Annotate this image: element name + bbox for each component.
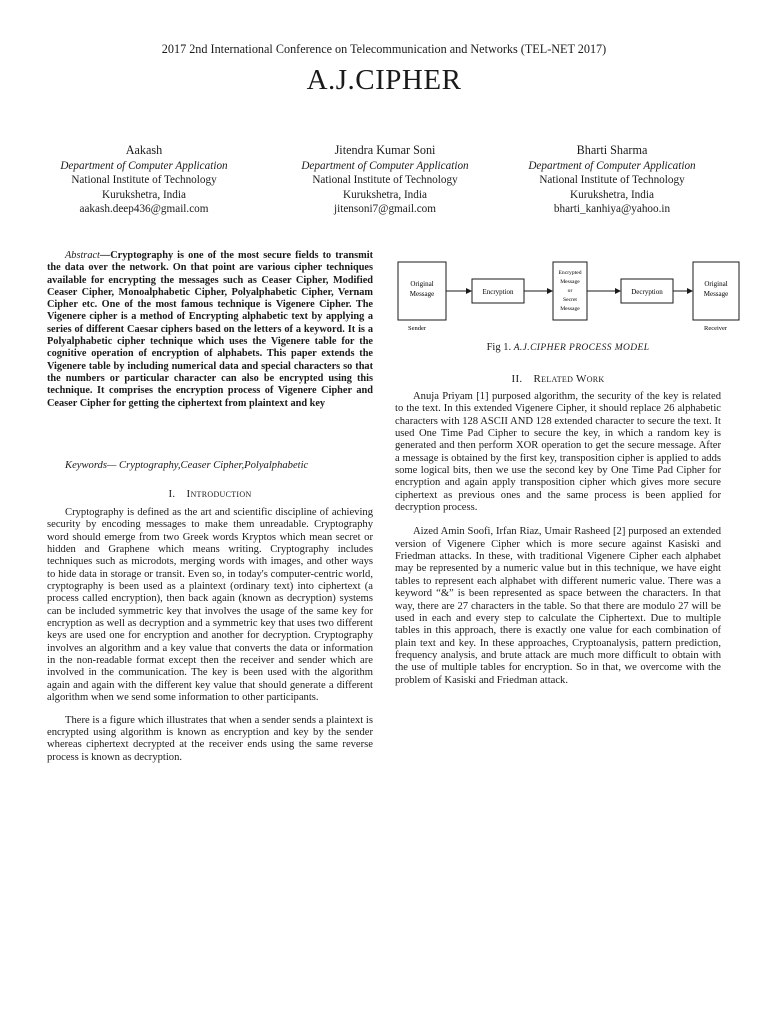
introduction-heading [47,488,373,500]
author-location: Kurukshetra, India [570,188,654,201]
box-label: Message [703,290,729,298]
box-label: Original [410,280,434,288]
box-label: Encryption [482,288,514,296]
figure-caption-prefix: Fig 1. [486,342,512,353]
process-model-figure [396,256,742,334]
author-block-2 [260,143,510,217]
figure-caption-text: A.J.CIPHER PROCESS MODEL [513,343,650,353]
box-label: Encrypted [558,270,582,276]
sender-label: Sender [408,325,427,332]
author-email: aakash.deep436@gmail.com [79,203,209,216]
abstract [47,250,373,410]
box-label: or [567,288,573,294]
author-institute: National Institute of Technology [71,174,217,187]
introduction-body [47,507,373,764]
receiver-label: Receiver [704,325,728,332]
abstract-label: Abstract [65,250,100,261]
author-email: jitensoni7@gmail.com [334,203,436,216]
box-label: Message [409,290,435,298]
author-location: Kurukshetra, India [102,188,186,201]
box-label: Secret [563,297,577,303]
introduction-heading-number: I. [168,488,176,500]
abstract-dash: — [99,250,111,261]
box-label: Decryption [631,288,663,296]
paper-title: A.J.CIPHER [306,64,462,96]
author-department: Department of Computer Application [528,159,696,172]
author-department: Department of Computer Application [301,159,469,172]
related-work-heading-number: II. [511,373,523,385]
keywords [47,460,373,472]
author-block-3 [487,143,737,217]
author-institute: National Institute of Technology [539,174,685,187]
related-work-heading [395,373,721,385]
author-location: Kurukshetra, India [343,188,427,201]
related-work-heading-text: Related Work [533,373,605,385]
author-institute: National Institute of Technology [312,174,458,187]
paragraph: Aized Amin Soofi, Irfan Riaz, Umair Rasheed [2] purposed an extended version of Vigenere Cipher which is more secure against Kasiski and Friedman attacks. In these, with traditional Vigenere Cipher each alphabet may be represented by a numeric value but in this technique, we have eight tables to represent each alphabet with different numeric value. There was a keyword “&” is been represented as space between the characters. In that way, there are 27 characters in the table. So that there are modulo 27 will be used in each and every step to calculate the Ciphertext. Due to multiple tables in this approach, there is exactly one value for each combination of plain text and key. In these approaches, Cryptoanalysis, pattern prediction, frequency analysis, and brute attack are much more difficult to obtain with the use of multiple tables for encryption. So in that, we overcome with the problem of Kasiski and Friedman attack. [395,526,721,686]
keywords-text: Keywords— Cryptography,Ceaser Cipher,Polyalphabetic [65,460,309,471]
conference-header: 2017 2nd International Conference on Telecommunication and Networks (TEL-NET 2017) [161,42,607,56]
figure-caption [395,342,741,353]
abstract-text: Cryptography is one of the most secure fields to transmit the data over the network. On that point are various cipher techniques available for encrypting the messages such as Ceaser Cipher, Modified Ceaser Cipher, Monoalphabetic Cipher, Polyalphabetic Cipher, Vernam Cipher etc. One of the most famous technique is Vigenere Cipher. The Vigenere cipher is a method of Encrypting alphabetic text by applying a series of different Caesar ciphers based on the letters of a keyword. It is a Polyalphabetic cipher technique which uses the Vigenere table for the cognitive operation of encryption of alphabets. This paper extends the Vigenere table by including numerical data and special characters so that the numbers or particular character can also be encrypted using this technique. It comprises the encryption process of Vigenere Cipher and Ceaser Cipher for getting the ciphertext from plaintext and key [47,250,373,409]
author-email: bharti_kanhiya@yahoo.in [553,203,671,216]
paragraph: Anuja Priyam [1] purposed algorithm, the security of the key is related to the text. In this extended Vigenere Cipher, it should replace 26 alphabetic characters with 128 ASCII AND 128 extended character to secure the text. It used One Time Pad Cipher to secure the key, in which a random key is generated and then perform XOR operation to get the secure message. After a message is obtained by the first key, transposition cipher is applied to adds some logical bits, then we use the second key by One Time Pad Cipher for encryption and again apply transposition cipher which gives more secure ciphertext as previous ones and the same process is been applied for decryption process. [395,391,721,514]
introduction-heading-text: Introduction [186,488,252,500]
box-label: Original [704,280,728,288]
author-name: Bharti Sharma [576,143,648,157]
related-work-body [395,391,721,687]
author-name: Jitendra Kumar Soni [334,143,436,157]
box-label: Message [560,279,580,285]
paragraph: There is a figure which illustrates that when a sender sends a plaintext is encrypted using algorithm is known as encryption and key by the sender whereas ciphertext decrypted at the receiver ends using the same reverse process is known as decryption. [47,714,373,763]
author-name: Aakash [125,143,163,157]
box-label: Message [560,306,580,312]
paragraph: Cryptography is defined as the art and scientific discipline of achieving security by encoding messages to make them unreadable. Cryptography word should emerge from two Greek words Kryptos which mean secret or hidden and Graphene which means writing. Cryptography includes techniques such as microdots, merging words with images, and other ways to hide data in storage or transit. Even so, in today's computer-centric world, cryptography is been used as a plaintext (ordinary text) into ciphertext (a process called encryption), then back again (known as decryption) systems can be included symmetric key that involves the usage of the same key for encryption as well as decryption and a symmetric key that uses two different keys are used one for encryption and another for decryption. Cryptography involves an algorithm and a key value that converts the data or information in the non-readable format except then the receiver and sender which are involved in the communication. The key is been used with the algorithm again and again with the different key value that should generate a different algorithm when we send some information to other participants. [47,507,373,704]
author-block-1 [19,143,269,217]
author-department: Department of Computer Application [60,159,228,172]
